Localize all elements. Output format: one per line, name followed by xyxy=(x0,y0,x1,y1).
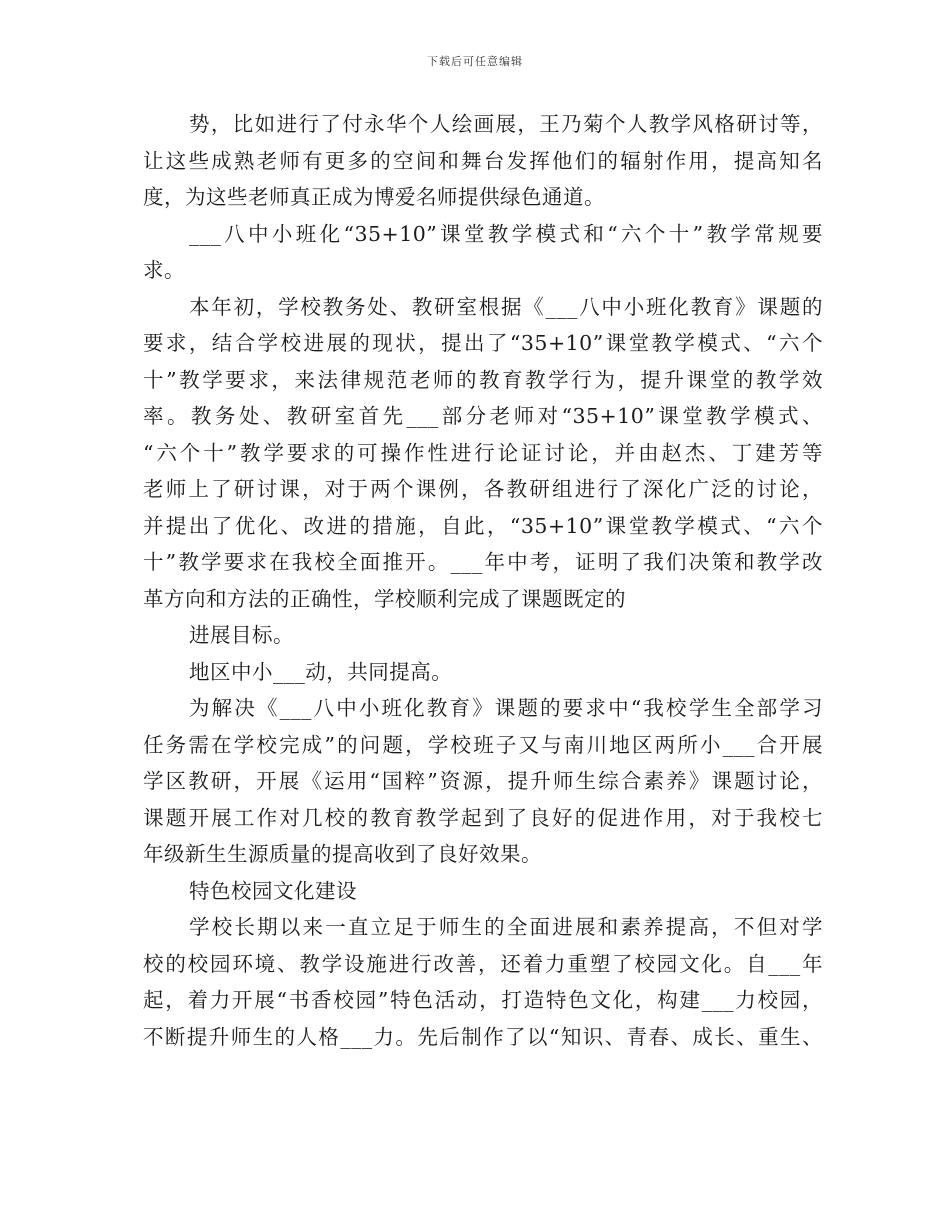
text-line: 特色校园文化建设 xyxy=(189,878,357,903)
text-line: “六个十”教学要求的可操作性进行论证讨论，并由赵杰、丁建芳等 xyxy=(143,440,823,465)
text-line: 度，为这些老师真正成为博爱名师提供绿色通道。 xyxy=(143,185,605,209)
text-line: 任务需在学校完成”的问题，学校班子又与南川地区两所小___合开展 xyxy=(143,732,823,757)
text-line: 年级新生生源质量的提高收到了良好效果。 xyxy=(143,842,542,866)
text-line: 本年初，学校教务处、教研室根据《___八中小班化教育》课题的 xyxy=(189,294,823,319)
text-line: 课题开展工作对几校的教育教学起到了良好的促进作用，对于我校七 xyxy=(143,805,823,830)
text-line: 十”教学要求在我校全面推开。___年中考，证明了我们决策和教学改 xyxy=(143,550,823,574)
text-line: 起，着力开展“书香校园”特色活动，打造特色文化，构建___力校园， xyxy=(143,988,823,1012)
text-line: 势，比如进行了付永华个人绘画展，王乃菊个人教学风格研讨等， xyxy=(189,112,823,136)
text-line: 十”教学要求，来法律规范老师的教育教学行为，提升课堂的教学效 xyxy=(143,367,823,392)
text-line: 学区教研，开展《运用“国粹”资源，提升师生综合素养》课题讨论， xyxy=(143,769,823,793)
text-line: 为解决《___八中小班化教育》课题的要求中“我校学生全部学习 xyxy=(189,696,823,720)
text-line: 进展目标。 xyxy=(189,623,294,647)
text-line: 并提出了优化、改进的措施，自此，“35+10”课堂教学模式、“六个 xyxy=(143,513,823,538)
text-line: 学校长期以来一直立足于师生的全面进展和素养提高，不但对学 xyxy=(189,915,823,939)
page-header: 下载后可任意编辑 xyxy=(427,55,523,68)
text-line: 要求，结合学校进展的现状，提出了“35+10”课堂教学模式、“六个 xyxy=(143,331,823,355)
text-line: 革方向和方法的正确性，学校顺利完成了课题既定的 xyxy=(143,586,626,611)
text-line: 不断提升师生的人格___力。先后制作了以“知识、青春、成长、重生、 xyxy=(143,1024,823,1049)
text-line: ___八中小班化“35+10”课堂教学模式和“六个十”教学常规要 xyxy=(189,221,823,246)
document-body xyxy=(143,106,823,1055)
text-line: 校的校园环境、教学设施进行改善，还着力重塑了校园文化。自___年 xyxy=(143,951,823,976)
text-line: 老师上了研讨课，对于两个课例，各教研组进行了深化广泛的讨论， xyxy=(143,477,823,501)
text-line: 地区中小___动，共同提高。 xyxy=(189,659,453,684)
text-line: 求。 xyxy=(143,258,185,282)
text-line: 率。教务处、教研室首先___部分老师对“35+10”课堂教学模式、 xyxy=(143,404,823,428)
text-line: 让这些成熟老师有更多的空间和舞台发挥他们的辐射作用，提高知名 xyxy=(143,148,823,173)
